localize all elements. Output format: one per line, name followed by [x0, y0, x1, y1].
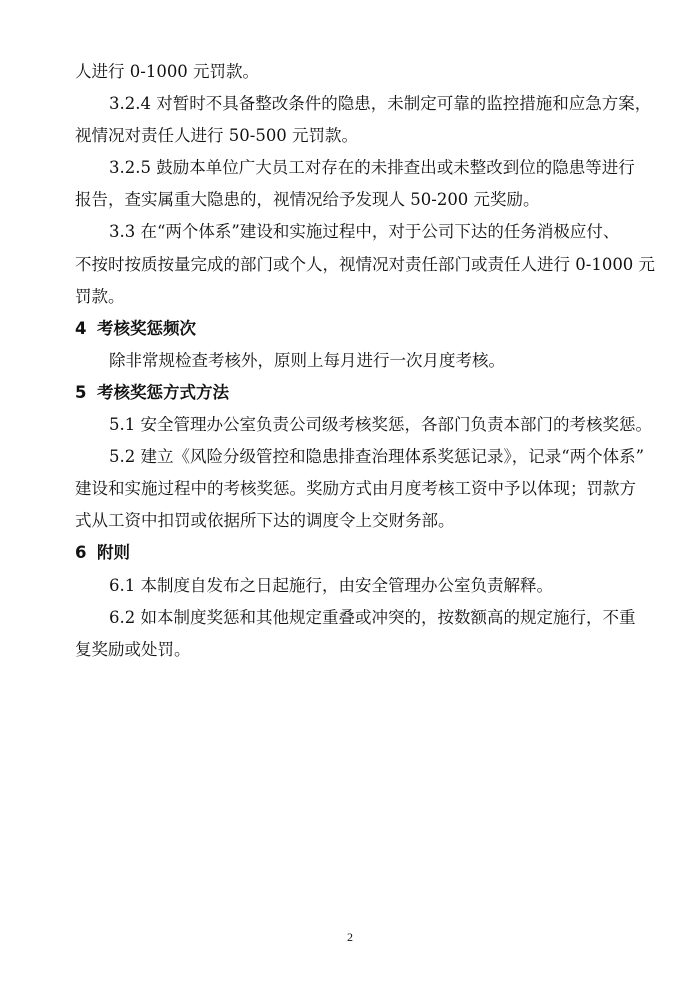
section-title: 考核奖惩频次 [97, 318, 196, 338]
paragraph-first-line: 除非常规检查考核外，原则上每月进行一次月度考核。 [109, 350, 505, 370]
section-heading [75, 537, 643, 569]
paragraph-line: 报告，查实属重大隐患的，视情况给予发现人 50-200 元奖励。 [75, 190, 540, 210]
paragraph-first-line: 6.2 如本制度奖惩和其他规定重叠或冲突的，按数额高的规定施行，不重 [109, 607, 636, 627]
paragraph-line: 罚款。 [75, 286, 125, 306]
section-title: 附则 [97, 543, 130, 563]
paragraph-first-line: 6.1 本制度自发布之日起施行，由安全管理办公室负责解释。 [109, 575, 553, 595]
paragraph-first-line: 3.2.4 对暂时不具备整改条件的隐患，未制定可靠的监控措施和应急方案， [109, 94, 652, 114]
section-number: 6 [75, 543, 87, 563]
paragraph-first-line: 3.3 在“两个体系”建设和实施过程中，对于公司下达的任务消极应付、 [109, 222, 620, 242]
paragraph-line: 人进行 0-1000 元罚款。 [75, 62, 260, 81]
paragraph-first-line: 5.1 安全管理办公室负责公司级考核奖惩，各部门负责本部门的考核奖惩。 [109, 415, 652, 435]
paragraph-first-line: 5.2 建立《风险分级管控和隐患排查治理体系奖惩记录》，记录“两个体系” [109, 447, 645, 467]
paragraph-first-line: 3.2.5 鼓励本单位广大员工对存在的未排查出或未整改到位的隐患等进行 [109, 158, 635, 178]
paragraph-line: 建设和实施过程中的考核奖惩。奖励方式由月度考核工资中予以体现；罚款方 [75, 479, 636, 499]
document-body [75, 56, 656, 666]
paragraph-line: 不按时按质按量完成的部门或个人，视情况对责任部门或责任人进行 0-1000 元 [75, 254, 656, 274]
section-number: 4 [75, 318, 87, 338]
page-number: 2 [347, 930, 353, 944]
paragraph-line: 视情况对责任人进行 50-500 元罚款。 [75, 126, 359, 146]
section-number: 5 [75, 382, 87, 402]
section-title: 考核奖惩方式方法 [97, 382, 229, 402]
section-heading [75, 313, 643, 345]
paragraph-line: 复奖励或处罚。 [75, 639, 191, 659]
paragraph-line: 式从工资中扣罚或依据所下达的调度令上交财务部。 [75, 511, 455, 531]
section-heading [75, 377, 643, 409]
